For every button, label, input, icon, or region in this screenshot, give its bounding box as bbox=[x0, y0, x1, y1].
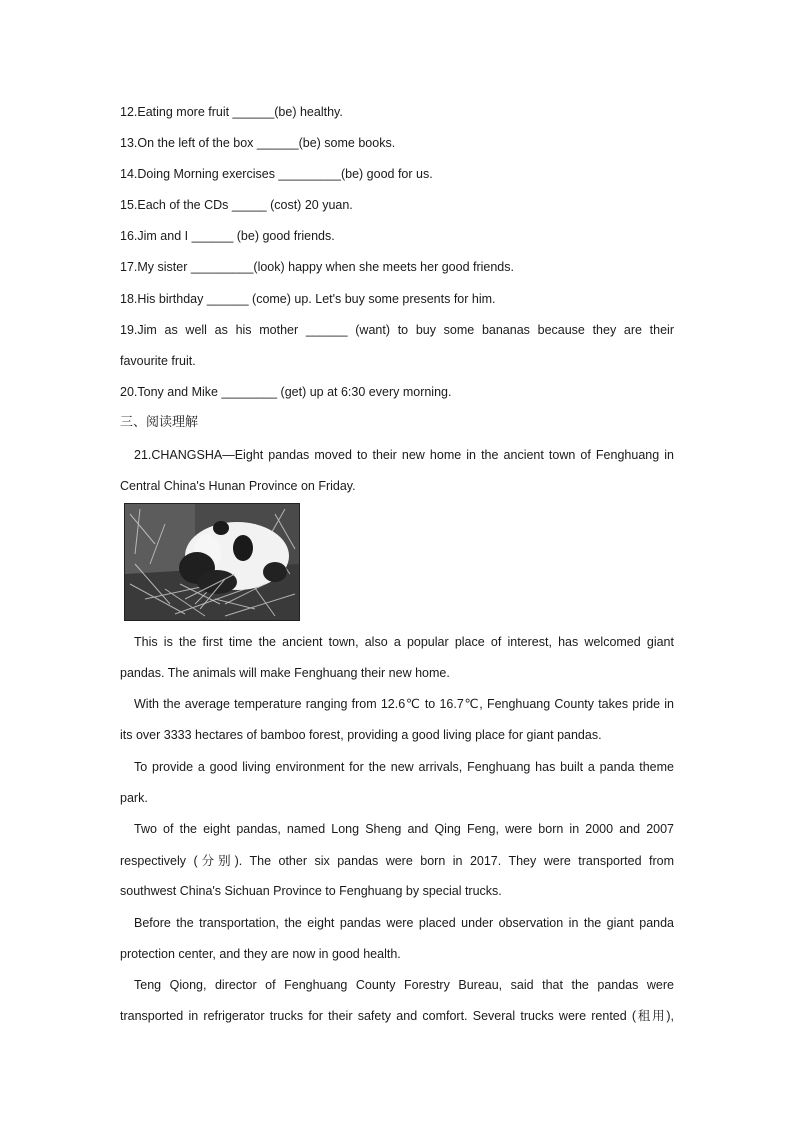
passage-line: Teng Qiong, director of Fenghuang County Forestry Bureau, said that the pandas were bbox=[134, 978, 674, 992]
exercise-16: 16.Jim and I ______ (be) good friends. bbox=[120, 229, 335, 243]
passage-line: transported in refrigerator trucks for their safety and comfort. Several trucks were rented (租用), bbox=[120, 1009, 674, 1023]
exercise-18: 18.His birthday ______ (come) up. Let's buy some presents for him. bbox=[120, 292, 496, 306]
passage-line: park. bbox=[120, 791, 148, 805]
exercise-17: 17.My sister _________(look) happy when she meets her good friends. bbox=[120, 260, 514, 274]
passage-line: To provide a good living environment for the new arrivals, Fenghuang has built a panda theme bbox=[134, 760, 674, 774]
exercise-13: 13.On the left of the box ______(be) some books. bbox=[120, 136, 396, 150]
section-title: 三、阅读理解 bbox=[120, 415, 199, 430]
passage-line: This is the first time the ancient town, also a popular place of interest, has welcomed giant bbox=[134, 635, 674, 649]
passage-line: protection center, and they are now in good health. bbox=[120, 947, 401, 961]
passage-line: Central China's Hunan Province on Friday. bbox=[120, 479, 356, 493]
passage-line: pandas. The animals will make Fenghuang their new home. bbox=[120, 666, 450, 680]
passage-line: Two of the eight pandas, named Long Sheng and Qing Feng, were born in 2000 and 2007 bbox=[134, 822, 674, 836]
passage-line: 21.CHANGSHA—Eight pandas moved to their new home in the ancient town of Fenghuang in bbox=[134, 448, 674, 462]
passage-line: Before the transportation, the eight pandas were placed under observation in the giant panda bbox=[134, 916, 674, 930]
exercise-19-continued: favourite fruit. bbox=[120, 354, 196, 368]
exercise-14: 14.Doing Morning exercises _________(be) good for us. bbox=[120, 167, 433, 181]
passage-line: With the average temperature ranging from 12.6℃ to 16.7℃, Fenghuang County takes pride in bbox=[134, 697, 674, 711]
passage-line: southwest China's Sichuan Province to Fenghuang by special trucks. bbox=[120, 884, 502, 898]
passage-line: respectively (分别). The other six pandas were born in 2017. They were transported from bbox=[120, 854, 674, 868]
exercise-19: 19.Jim as well as his mother ______ (want) to buy some bananas because they are their bbox=[120, 323, 674, 337]
passage-line: its over 3333 hectares of bamboo forest, providing a good living place for giant pandas. bbox=[120, 728, 602, 742]
panda-illustration bbox=[125, 504, 299, 620]
exercise-15: 15.Each of the CDs _____ (cost) 20 yuan. bbox=[120, 198, 353, 212]
exercise-12: 12.Eating more fruit ______(be) healthy. bbox=[120, 105, 343, 119]
exercise-20: 20.Tony and Mike ________ (get) up at 6:30 every morning. bbox=[120, 385, 452, 399]
panda-photo bbox=[124, 503, 300, 621]
